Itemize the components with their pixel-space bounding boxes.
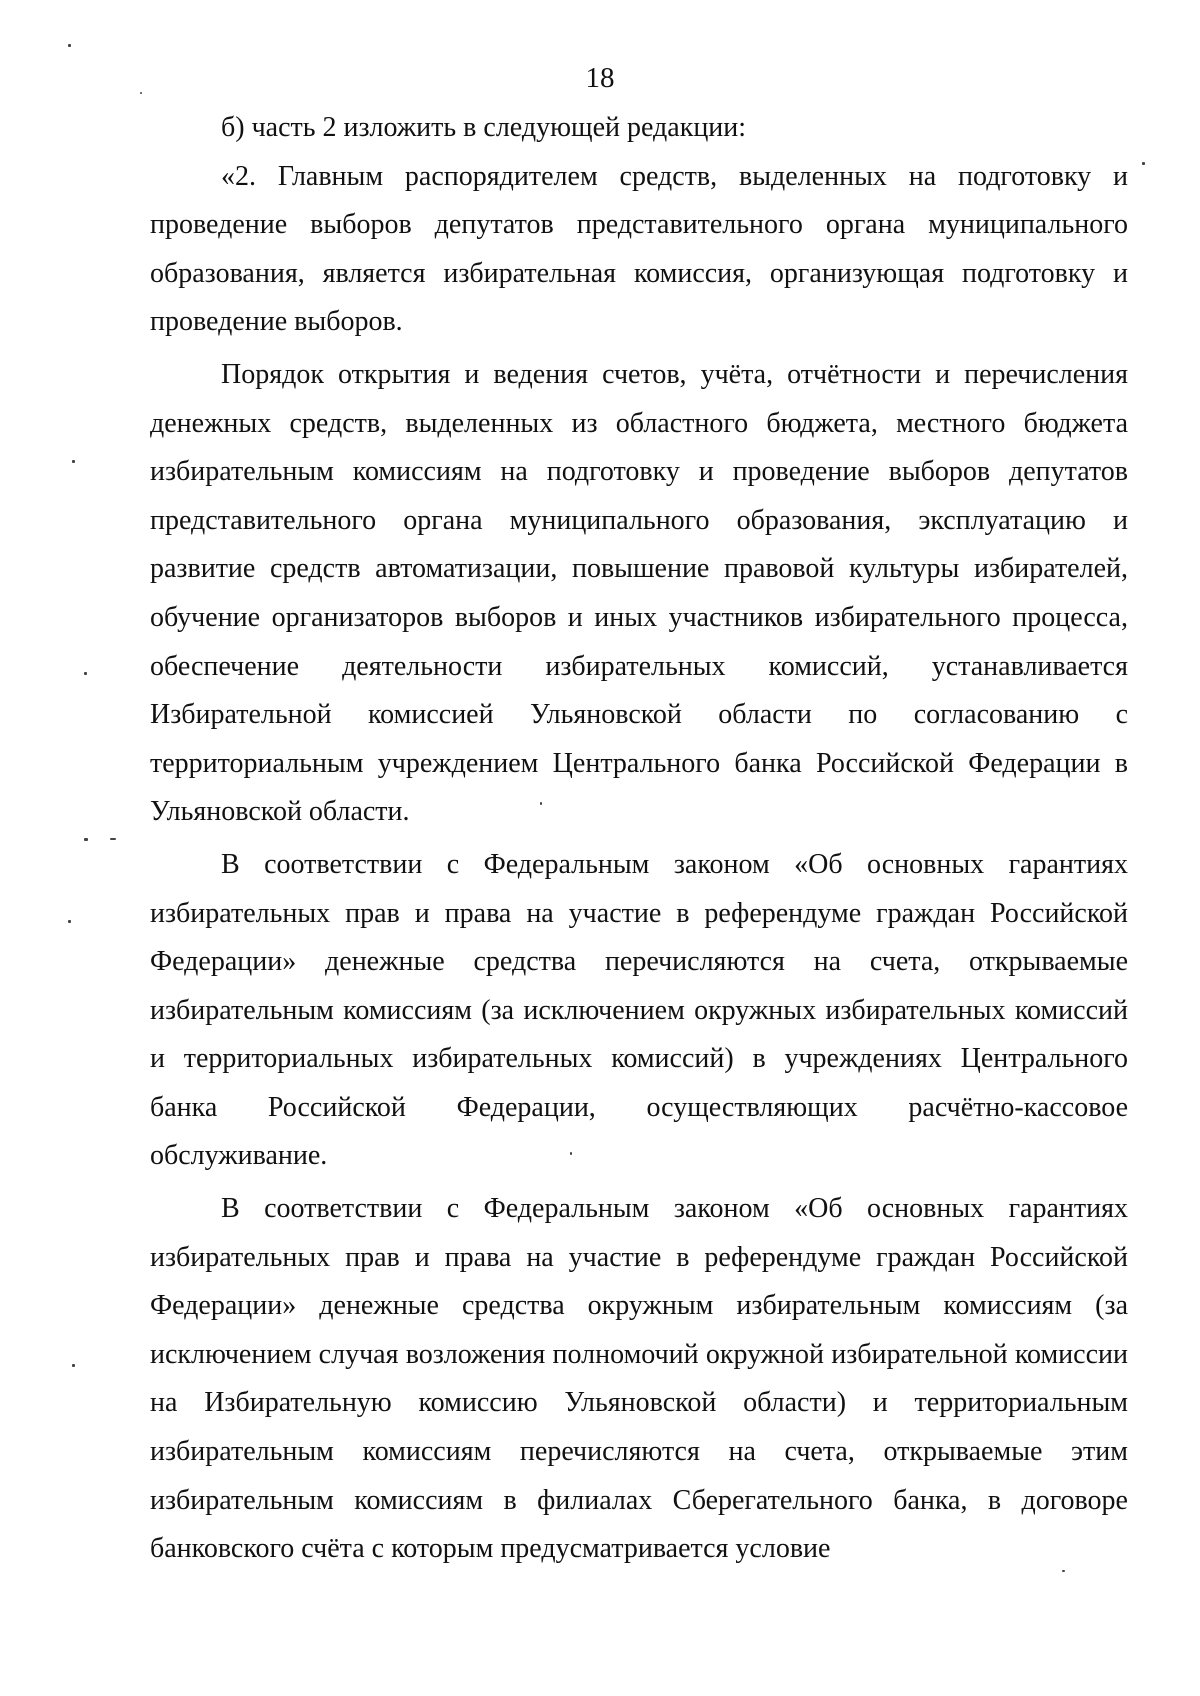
scan-speck xyxy=(110,838,116,840)
paragraph-savings-bank-accounts: В соответствии с Федеральным законом «Об основных гарантиях избирательных прав и права на участие в референдуме граждан Российской Федерации» денежные средства окружным избирательным комиссиям (за исключением случая возложения полномочий окружной избирательной комиссии на Избирательную комиссию Ульяновской области) и территориальным избирательным комиссиям перечисляются на счета, открываемые этим избирательным комиссиям в филиалах Сберегательного банка, в договоре банковского счёта с которым предусматривается условие xyxy=(150,1193,1128,1565)
paragraph-central-bank-accounts: В соответствии с Федеральным законом «Об основных гарантиях избирательных прав и права на участие в референдуме граждан Российской Федерации» денежные средства перечисляются на счета, открываемые избирательным комиссиям (за исключением окружных избирательных комиссий и территориальных избирательных комиссий) в учреждениях Центрального банка Российской Федерации, осуществляющих расчётно-кассовое обслуживание. xyxy=(150,848,1128,1172)
scan-speck xyxy=(84,672,87,675)
scan-speck xyxy=(72,1364,75,1367)
paragraph-main-manager: «2. Главным распорядителем средств, выделенных на подготовку и проведение выборов депутатов представительного органа муниципального образования, является избирательная комиссия, организующая подготовку и проведение выборов. xyxy=(150,160,1128,338)
scan-speck xyxy=(540,802,542,805)
scan-speck xyxy=(68,920,71,923)
scan-speck xyxy=(84,838,88,841)
scan-speck xyxy=(68,44,71,47)
scan-speck xyxy=(1062,1570,1065,1572)
paragraph-accounts-procedure: Порядок открытия и ведения счетов, учёта, отчётности и перечисления денежных средств, выделенных из областного бюджета, местного бюджета избирательным комиссиям на подготовку и проведение выборов депутатов представительного органа муниципального образования, эксплуатацию и развитие средств автоматизации, повышение правовой культуры избирателей, обучение организаторов выборов и иных участников избирательного процесса, обеспечение деятельности избирательных комиссий, устанавливается Избирательной комиссией Ульяновской области по согласованию с территориальным учреждением Центрального банка Российской Федерации в Ульяновской области. xyxy=(150,358,1128,828)
document-body xyxy=(150,104,1128,1574)
scan-speck xyxy=(140,92,142,94)
scan-speck xyxy=(1142,162,1145,165)
paragraph-amendment-intro: б) часть 2 изложить в следующей редакции: xyxy=(221,112,747,143)
scan-speck xyxy=(72,460,75,463)
scan-speck xyxy=(570,1152,572,1155)
page-number: 18 xyxy=(585,62,615,94)
